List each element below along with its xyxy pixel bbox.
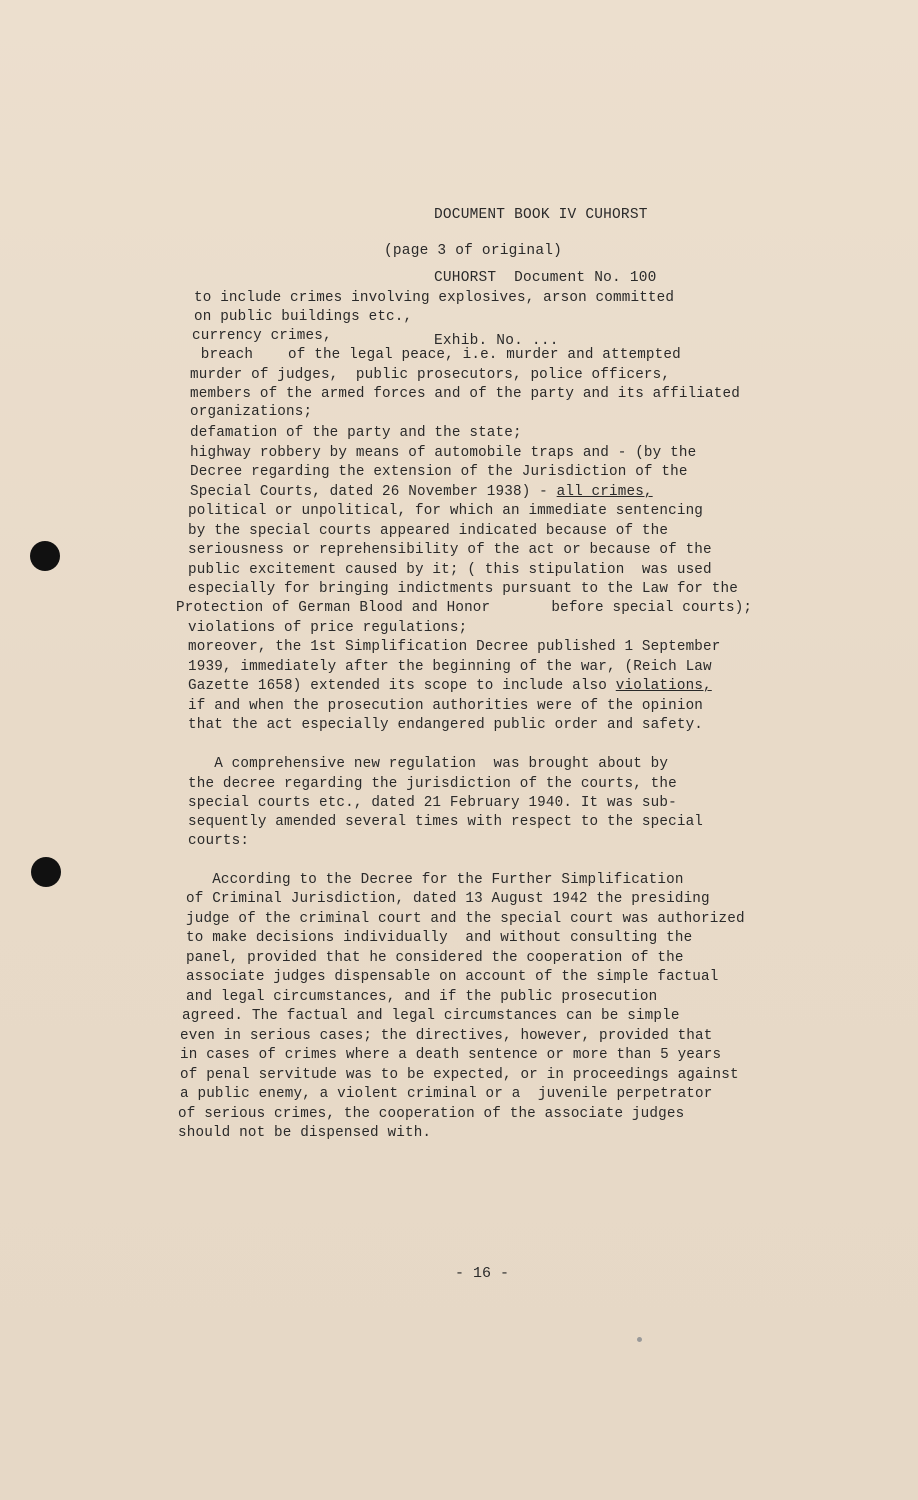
text-line-with-underline <box>188 677 712 696</box>
text-line: special courts etc., dated 21 February 1940. It was sub- <box>188 795 677 811</box>
text-line: defamation of the party and the state; <box>190 425 522 441</box>
text-line: Decree regarding the extension of the Jurisdiction of the <box>190 464 688 480</box>
text-line: of Criminal Jurisdiction, dated 13 August 1942 the presiding <box>186 891 710 907</box>
text-line: and legal circumstances, and if the public prosecution <box>186 989 658 1005</box>
text-line: organizations; <box>190 404 313 420</box>
underlined-violations: violations, <box>615 678 712 694</box>
text-line: a public enemy, a violent criminal or a juvenile perpetrator <box>180 1086 713 1102</box>
text-line: members of the armed forces and of the party and its affiliated <box>190 386 740 402</box>
text-line: currency crimes, <box>192 328 332 344</box>
text-line: in cases of crimes where a death sentence or more than 5 years <box>180 1047 722 1063</box>
text-line: even in serious cases; the directives, however, provided that <box>180 1028 713 1044</box>
text-line: the decree regarding the jurisdiction of the courts, the <box>188 776 677 792</box>
paper-speck <box>637 1337 642 1342</box>
text-line: political or unpolitical, for which an immediate sentencing <box>188 503 704 519</box>
text-line: agreed. The factual and legal circumstances can be simple <box>182 1008 680 1024</box>
text-segment: Gazette 1658) extended its scope to include also <box>188 678 616 694</box>
text-segment: Special Courts, dated 26 November 1938) - <box>190 484 557 500</box>
text-line-with-underline <box>190 483 653 502</box>
text-line: public excitement caused by it; ( this stipulation was used <box>188 562 712 578</box>
text-line: highway robbery by means of automobile traps and - (by the <box>190 445 697 461</box>
text-line: of serious crimes, the cooperation of the associate judges <box>178 1106 685 1122</box>
original-page-reference: (page 3 of original) <box>384 243 563 259</box>
text-line: to include crimes involving explosives, arson committed <box>194 290 675 306</box>
text-line: murder of judges, public prosecutors, police officers, <box>190 367 671 383</box>
text-line: courts: <box>188 833 250 849</box>
text-line: panel, provided that he considered the cooperation of the <box>186 950 684 966</box>
header-line-exhibit-number: Exhib. No. ... <box>434 333 559 349</box>
text-line: that the act especially endangered public order and safety. <box>188 717 704 733</box>
text-line: associate judges dispensable on account of the simple factual <box>186 969 719 985</box>
text-line: by the special courts appeared indicated because of the <box>188 523 669 539</box>
text-line: 1939, immediately after the beginning of the war, (Reich Law <box>188 659 712 675</box>
text-line: to make decisions individually and without consulting the <box>186 930 693 946</box>
text-line: on public buildings etc., <box>194 309 413 325</box>
text-line: seriousness or reprehensibility of the act or because of the <box>188 542 712 558</box>
text-line: especially for bringing indictments pursuant to the Law for the <box>188 581 738 597</box>
punch-hole-top <box>30 541 60 571</box>
text-line: should not be dispensed with. <box>178 1125 432 1141</box>
page-number: - 16 - <box>455 1265 510 1282</box>
text-line: A comprehensive new regulation was brought about by <box>188 756 669 772</box>
text-line: According to the Decree for the Further Simplification <box>186 872 684 888</box>
text-line: Protection of German Blood and Honor before special courts); <box>176 600 753 616</box>
text-line: judge of the criminal court and the special court was authorized <box>186 911 745 927</box>
header-line-document-number: CUHORST Document No. 100 <box>434 270 657 286</box>
text-line: sequently amended several times with respect to the special <box>188 814 704 830</box>
punch-hole-bottom <box>31 857 61 887</box>
header-line-document-book: DOCUMENT BOOK IV CUHORST <box>434 207 648 223</box>
text-line: breach of the legal peace, i.e. murder and attempted <box>192 347 681 363</box>
text-line: of penal servitude was to be expected, or in proceedings against <box>180 1067 739 1083</box>
text-line: violations of price regulations; <box>188 620 468 636</box>
text-line: if and when the prosecution authorities were of the opinion <box>188 698 704 714</box>
text-line: moreover, the 1st Simplification Decree published 1 September <box>188 639 721 655</box>
underlined-all-crimes: all crimes, <box>556 484 653 500</box>
